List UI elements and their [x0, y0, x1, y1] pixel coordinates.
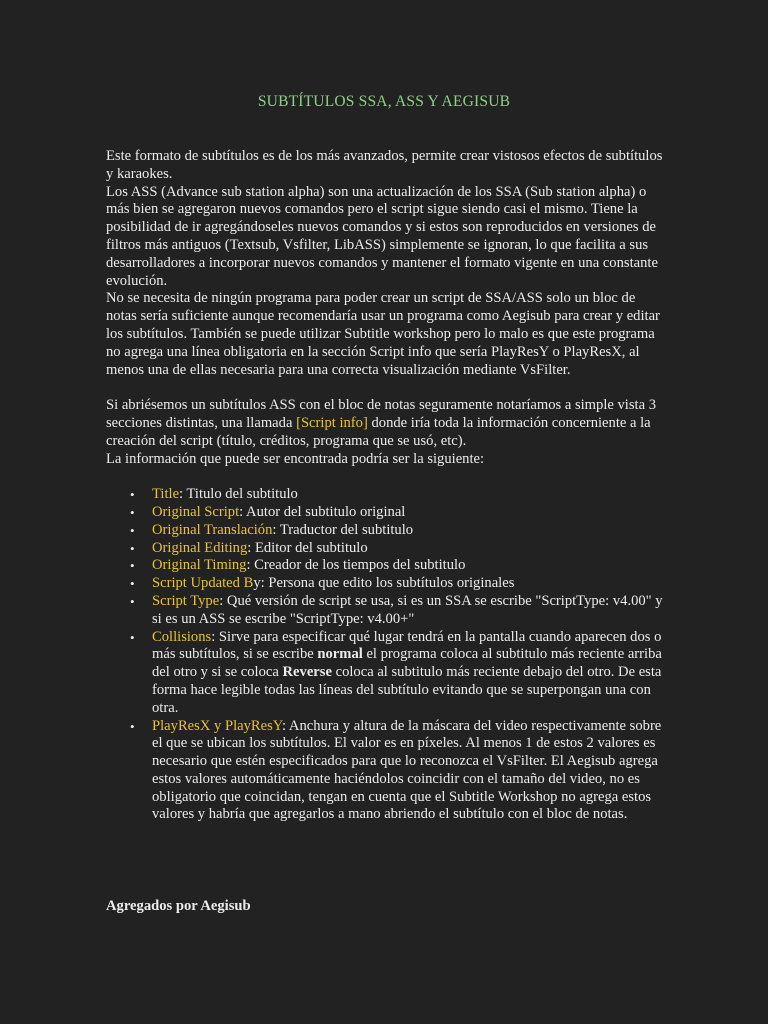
- bullet-icon: •: [130, 522, 135, 538]
- bullet-icon: •: [130, 718, 135, 734]
- script-info-label: [Script info]: [296, 414, 368, 431]
- field-description: el programa coloca al subtitulo más reciente arriba del otro y si se coloca: [152, 646, 662, 681]
- field-key: Original Timing: [152, 557, 247, 574]
- field-key: Original Translación: [152, 521, 273, 538]
- field-description: : Sirve para especificar qué lugar tendrá en la pantalla cuando aparecen dos o más subtítulos, si se escribe: [152, 628, 662, 663]
- bullet-icon: •: [130, 576, 135, 592]
- field-description: : Creador de los tiempos del subtitulo: [246, 557, 466, 574]
- sections-paragraph: [106, 397, 666, 450]
- list-item: [106, 718, 666, 825]
- list-item: [106, 593, 666, 629]
- paragraph-gap: [106, 468, 666, 486]
- intro-paragraph-2: Los ASS (Advance sub station alpha) son una actualización de los SSA (Sub station alpha) o más bien se agregaron nuevos comandos pero el script sigue siendo casi el mismo. Tiene la posibilidad de ir agregándoseles nuevos comandos y si estos son reproducidos en versiones de filtros más antiguos (Textsub, Vsfilter, LibASS) simplemente se ignoran, lo que facilita a sus desarrolladores a incorporar nuevos comandos y mantener el formato vigente en una constante evolución.: [106, 183, 658, 289]
- list-item: [106, 486, 666, 504]
- intro-paragraph-3: No se necesita de ningún programa para poder crear un script de SSA/ASS solo un bloc de notas sería suficiente aunque recomendaría usar un programa como Aegisub para crear y editar los subtítulos. También se puede utilizar Subtitle workshop pero lo malo es que este programa no agrega una línea obligatoria en la sección Script info que sería PlayResY o PlayResX, al menos una de ellas necesaria para una correcta visualización mediante VsFilter.: [106, 290, 660, 378]
- list-item: [106, 522, 666, 540]
- document-body: [106, 148, 666, 824]
- list-item: [106, 575, 666, 593]
- list-item: [106, 557, 666, 575]
- field-description: : Anchura y altura de la máscara del video respectivamente sobre el que se ubican los subtítulos. El valor es en píxeles. Al menos 1 de estos 2 valores es necesario que estén especificados para que lo reconozca el VsFilter. El Aegisub agrega estos valores automáticamente haciéndolos coincidir con el tamaño del video, no es obligatorio que coincidan, tengan en cuenta que el Subtitle Workshop no agrega estos valores y habría que agregarlos a mano abriendo el subtítulo con el bloc de notas.: [152, 717, 662, 823]
- field-key: Script Updated B: [152, 575, 254, 592]
- page-title: SUBTÍTULOS SSA, ASS Y AEGISUB: [257, 93, 511, 110]
- sections-text-before: Si abriésemos un subtítulos ASS con el bloc de notas seguramente notaríamos a simple vista 3 secciones distintas, una llamada: [106, 397, 657, 431]
- field-description: : Qué versión de script se usa, si es un SSA se escribe "ScriptType: v4.00" y si es un ASS se escribe "ScriptType: v4.00+": [152, 592, 663, 627]
- field-description: coloca al subtitulo más reciente debajo del otro. De esta forma hace legible todas las líneas del subtítulo evitando que se superpongan una con otra.: [152, 664, 662, 716]
- list-item: [106, 540, 666, 558]
- field-key: PlayResX y PlayResY: [152, 717, 283, 734]
- field-key: Collisions: [152, 628, 212, 645]
- list-item: [106, 504, 666, 522]
- field-description: : Autor del subtitulo original: [239, 503, 406, 520]
- field-description: : Traductor del subtitulo: [272, 521, 414, 538]
- intro-paragraph-1: Este formato de subtítulos es de los más avanzados, permite crear vistosos efectos de subtítulos y karaokes.: [106, 148, 663, 182]
- field-key: Script Type: [152, 592, 220, 609]
- field-list: [106, 486, 666, 824]
- list-item: [106, 629, 666, 718]
- field-key: Original Script: [152, 503, 240, 520]
- reverse-keyword: Reverse: [282, 664, 332, 681]
- field-description: : Editor del subtitulo: [247, 539, 368, 556]
- bullet-icon: •: [130, 540, 135, 556]
- section-heading: Agregados por Aegisub: [106, 898, 251, 914]
- sections-text-after: donde iría toda la información concerniente a la creación del script (título, créditos, programa que se usó, etc).: [106, 414, 651, 449]
- info-intro-paragraph: La información que puede ser encontrada podría ser la siguiente:: [106, 450, 485, 467]
- bullet-icon: •: [130, 487, 135, 503]
- bullet-icon: •: [130, 558, 135, 574]
- bullet-icon: •: [130, 629, 135, 645]
- paragraph-gap: [106, 379, 666, 397]
- field-description: y: Persona que edito los subtítulos originales: [253, 575, 515, 592]
- field-description: : Titulo del subtitulo: [179, 486, 298, 503]
- field-key: Original Editing: [152, 539, 248, 556]
- bullet-icon: •: [130, 504, 135, 520]
- field-key: Title: [152, 486, 180, 503]
- bullet-icon: •: [130, 593, 135, 609]
- normal-keyword: normal: [317, 646, 363, 663]
